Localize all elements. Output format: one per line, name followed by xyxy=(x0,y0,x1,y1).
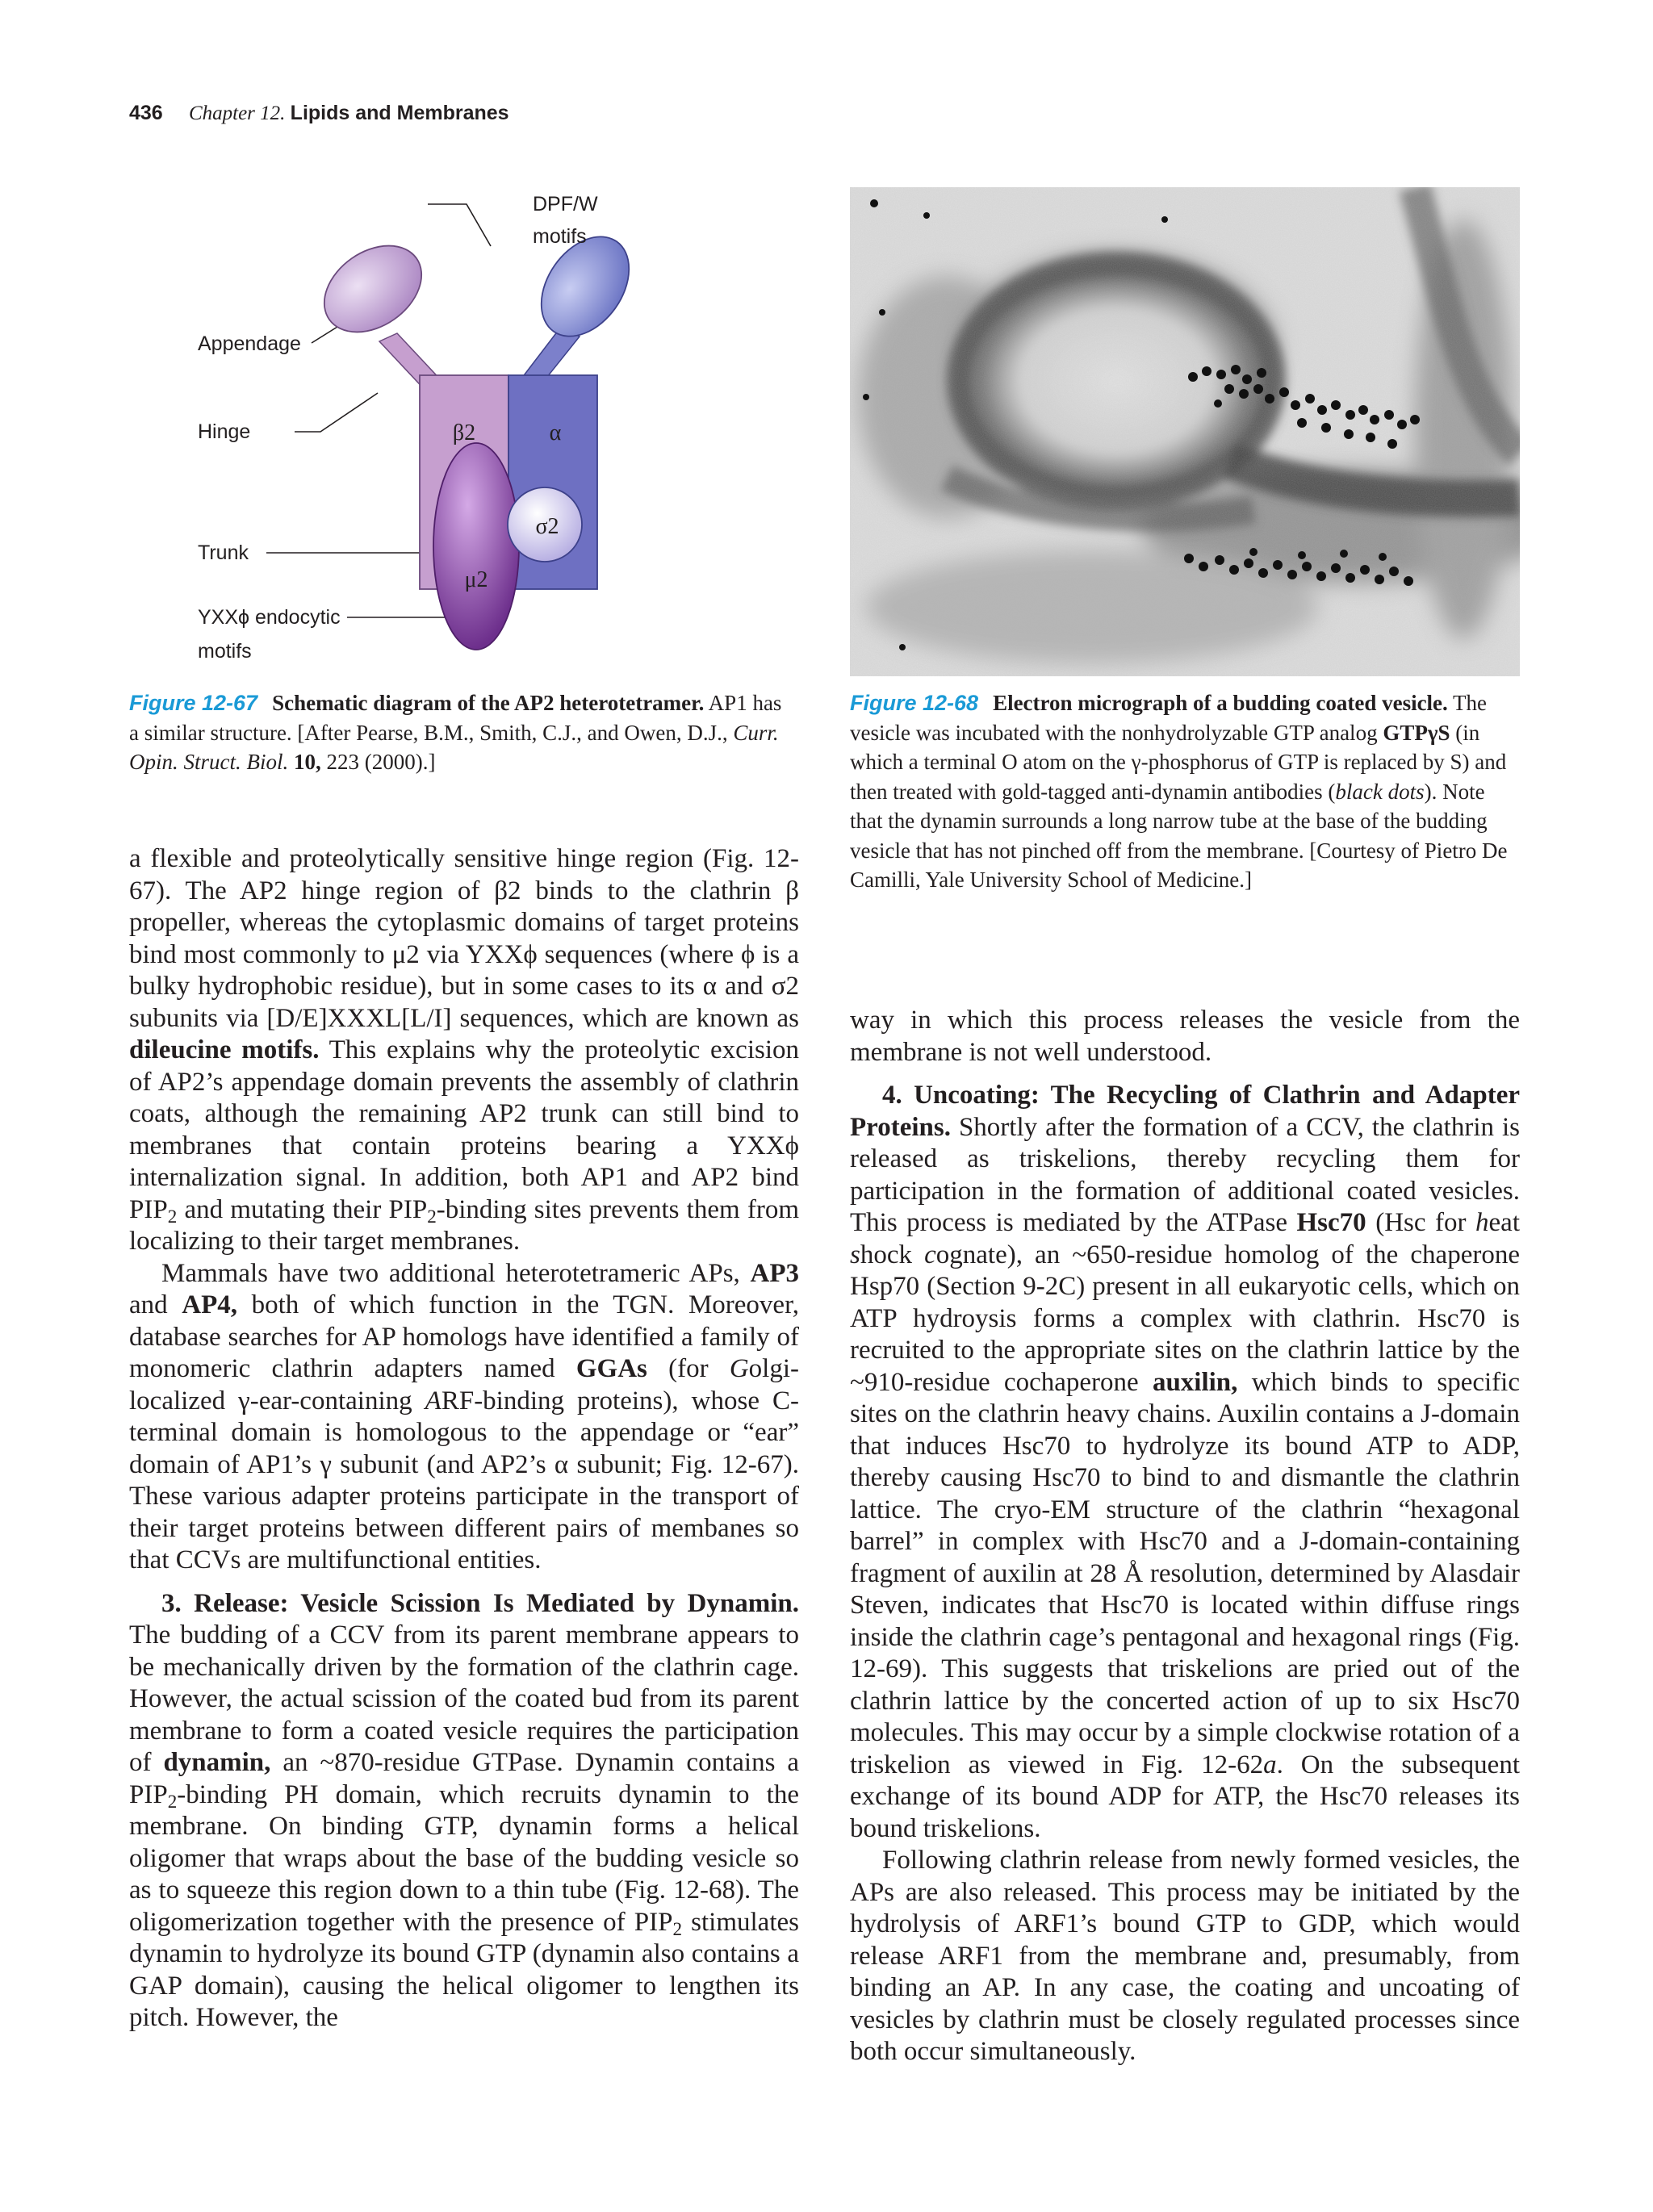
text-run: stimulates dynamin to hydrolyze its bound GTP (dynamin also contains a GAP domain), causing the helical oligomer to lengthen its pitch. However, the xyxy=(129,1907,799,2032)
subscript: 2 xyxy=(672,1917,683,1939)
chapter-label: Chapter 12. xyxy=(188,102,286,124)
italic-letter: a xyxy=(1263,1750,1277,1779)
term-ggas: GGAs xyxy=(575,1354,647,1383)
paragraph xyxy=(850,1080,1520,1845)
hinge-label: Hinge xyxy=(198,420,251,443)
alpha-label: α xyxy=(549,420,562,445)
italic-letter: A xyxy=(425,1386,441,1415)
right-text-column xyxy=(850,1005,1520,2068)
mu2-subunit xyxy=(433,443,519,650)
text-run: ognate), an ~650-residue homolog of the chaperone Hsp70 (Section 9-2C) present in all eukaryotic cells, which on ATP hydroysis forms a complex with clathrin. Hsc70 is recruited to the appropriate sites on the clathrin lattice by the ~910-residue cochaperone xyxy=(850,1240,1520,1397)
term-hsc70: Hsc70 xyxy=(1296,1208,1366,1237)
figure-12-67-caption xyxy=(129,688,791,777)
journal-name: Curr. Opin. Struct. Biol. xyxy=(129,720,779,774)
caption-text: (in which a terminal O atom on the γ-phosphorus of GTP is replaced by S) and then treated with gold-tagged anti-dynamin antibodies ( xyxy=(850,720,1507,804)
paragraph: Following clathrin release from newly formed vesicles, the APs are also released. This process may be initiated by the hydrolysis of ARF1’s bound GTP to GDP, which would release ARF1 from the membrane and, presumably, from binding an AP. In any case, the coating and uncoating of vesicles by clathrin must be closely regulated processes since both occur simultaneously. xyxy=(850,1846,1520,2066)
paragraph xyxy=(129,1588,799,2034)
appendage-label: Appendage xyxy=(198,332,301,355)
term-dynamin: dynamin, xyxy=(163,1748,271,1777)
section-heading: 3. Release: Vesicle Scission Is Mediated by Dynamin. xyxy=(161,1588,799,1618)
text-run: and mutating their PIP xyxy=(177,1194,428,1224)
journal-volume: 10, xyxy=(294,750,321,774)
beta2-label: β2 xyxy=(452,420,476,445)
italic-letter: h xyxy=(1475,1208,1489,1237)
text-run: which binds to specific sites on the clathrin heavy chains. Auxilin contains a J-domain that induces Hsc70 to hydrolyze its bound ATP to ADP, thereby causing Hsc70 to bind to and dismantle the clathrin lattice. The cryo-EM structure of the clathrin “hexagonal barrel” in complex with Hsc70 and a J-domain-containing fragment of auxilin at 28 Å resolution, determined by Alasdair Steven, indicates that Hsc70 is located within diffuse rings inside the clathrin cage’s pentagonal and hexagonal rings (Fig. 12-69). This suggests that triskelions are pried out of the clathrin lattice by the concerted action of up to six Hsc70 molecules. This may occur by a simple clockwise rotation of a triskelion as viewed in Fig. 12-62 xyxy=(850,1367,1520,1779)
caption-title: Electron micrograph of a budding coated vesicle. xyxy=(993,691,1448,715)
text-run: -binding sites prevents them from localizing to their target membranes. xyxy=(129,1194,800,1256)
chapter-title: Lipids and Membranes xyxy=(290,102,509,124)
beta2-appendage xyxy=(308,228,438,349)
figure-12-68-caption xyxy=(850,688,1520,895)
text-run: This explains why the proteolytic excision of AP2’s appendage domain prevents the assembly of clathrin coats, although the remaining AP2 trunk can still bind to membranes that contain proteins bearing a YXXϕ internalization signal. In addition, both AP1 and AP2 bind PIP xyxy=(129,1035,799,1224)
electron-micrograph-image xyxy=(850,187,1520,676)
mu2-label: μ2 xyxy=(464,567,488,592)
dpfw-label: DPF/W xyxy=(533,193,598,215)
subscript: 2 xyxy=(167,1790,178,1812)
subscript: 2 xyxy=(167,1205,178,1227)
caption-text: 223 (2000).] xyxy=(320,750,436,774)
running-head xyxy=(129,100,509,127)
trunk-label: Trunk xyxy=(198,542,249,564)
caption-title: Schematic diagram of the AP2 heterotetramer. xyxy=(272,691,705,715)
text-run: Mammals have two additional heterotetrameric APs, xyxy=(161,1258,751,1288)
figure-number: Figure 12-68 xyxy=(850,691,979,715)
paragraph xyxy=(129,843,799,1258)
italic-letter: s xyxy=(850,1240,860,1269)
text-run: hock xyxy=(860,1240,925,1269)
text-run: eat xyxy=(1488,1208,1520,1237)
italic-letter: G xyxy=(729,1354,749,1383)
black-dots-term: black dots xyxy=(1335,779,1425,804)
text-run: a flexible and proteolytically sensitive hinge region (Fig. 12-67). The AP2 hinge region of β2 binds to the clathrin β propeller, whereas the cytoplasmic domains of target proteins bind most commonly to μ2 via YXXϕ sequences (where ϕ is a bulky hydrophobic residue), but in some cases to its α and σ2 subunits via [D/E]XXXL[L/I] sequences, which are known as xyxy=(129,844,799,1033)
paragraph xyxy=(129,1258,799,1577)
italic-letter: c xyxy=(924,1240,936,1269)
paragraph: way in which this process releases the vesicle from the membrane is not well understood. xyxy=(850,1006,1520,1067)
text-run: (for xyxy=(647,1354,730,1383)
caption-text: The vesicle was incubated with the nonhydrolyzable GTP analog xyxy=(850,691,1488,745)
dpfw-label-line2: motifs xyxy=(533,225,587,248)
text-run: (Hsc for xyxy=(1366,1208,1476,1237)
text-run: and xyxy=(129,1290,182,1319)
text-run: -binding PH domain, which recruits dynamin to the membrane. On binding GTP, dynamin forms a helical oligomer that wraps about the base of the budding vesicle so as to squeeze this region down to a thin tube (Fig. 12-68). The oligomerization together with the presence of PIP xyxy=(129,1779,799,1937)
text-run: The budding of a CCV from its parent membrane appears to be mechanically driven by the formation of the clathrin cage. However, the actual scission of the coated bud from its parent membrane to form a coated vesicle requires the participation of xyxy=(129,1620,799,1777)
text-run: . On the subsequent exchange of its bound ADP for ATP, the Hsc70 releases its bound triskelions. xyxy=(850,1750,1520,1843)
dpfw-leader-line xyxy=(428,204,491,246)
gtp-gamma-s-term: GTPγS xyxy=(1383,720,1450,745)
hinge-leader-line xyxy=(295,393,378,432)
term-ap4: AP4, xyxy=(182,1290,237,1319)
term-ap3: AP3 xyxy=(750,1258,799,1288)
text-run: Shortly after the formation of a CCV, the clathrin is released as triskelions, thereby recycling them for participation in the formation of additional coated vesicles. This process is mediated by the ATPase xyxy=(850,1112,1520,1237)
caption-text: AP1 has a similar structure. [After Pearse, B.M., Smith, C.J., and Owen, D.J., xyxy=(129,691,782,745)
figure-number: Figure 12-67 xyxy=(129,691,258,715)
term-auxilin: auxilin, xyxy=(1152,1367,1238,1397)
sigma2-label: σ2 xyxy=(535,514,559,539)
text-run: RF-binding proteins), whose C-terminal domain is homologous to the appendage or “ear” domain of AP1’s γ subunit (and AP2’s α subunit; Fig. 12-67). These various adapter proteins participate in the transport of their target proteins between different pairs of membanes so that CCVs are multifunctional entities. xyxy=(129,1386,799,1574)
section-heading: 4. Uncoating: The Recycling of Clathrin and Adapter Proteins. xyxy=(850,1081,1520,1142)
text-run: both of which function in the TGN. Moreover, database searches for AP homologs have identified a family of monomeric clathrin adapters named xyxy=(129,1290,800,1383)
subscript: 2 xyxy=(427,1205,437,1227)
yxx-motif-label: YXXϕ endocytic xyxy=(198,606,341,629)
text-run: an ~870-residue GTPase. Dynamin contains a PIP xyxy=(129,1748,799,1809)
text-run: olgi-localized γ-ear-containing xyxy=(129,1354,799,1415)
caption-text: ). Note that the dynamin surrounds a long narrow tube at the base of the budding vesicle that has not pinched off from the membrane. [Courtesy of Pietro De Camilli, Yale University School of Medicine.] xyxy=(850,779,1508,892)
left-text-column xyxy=(129,843,799,2034)
page-number: 436 xyxy=(129,102,163,124)
yxx-motif-label-line2: motifs xyxy=(198,640,252,663)
term-dileucine-motifs: dileucine motifs. xyxy=(129,1035,320,1064)
